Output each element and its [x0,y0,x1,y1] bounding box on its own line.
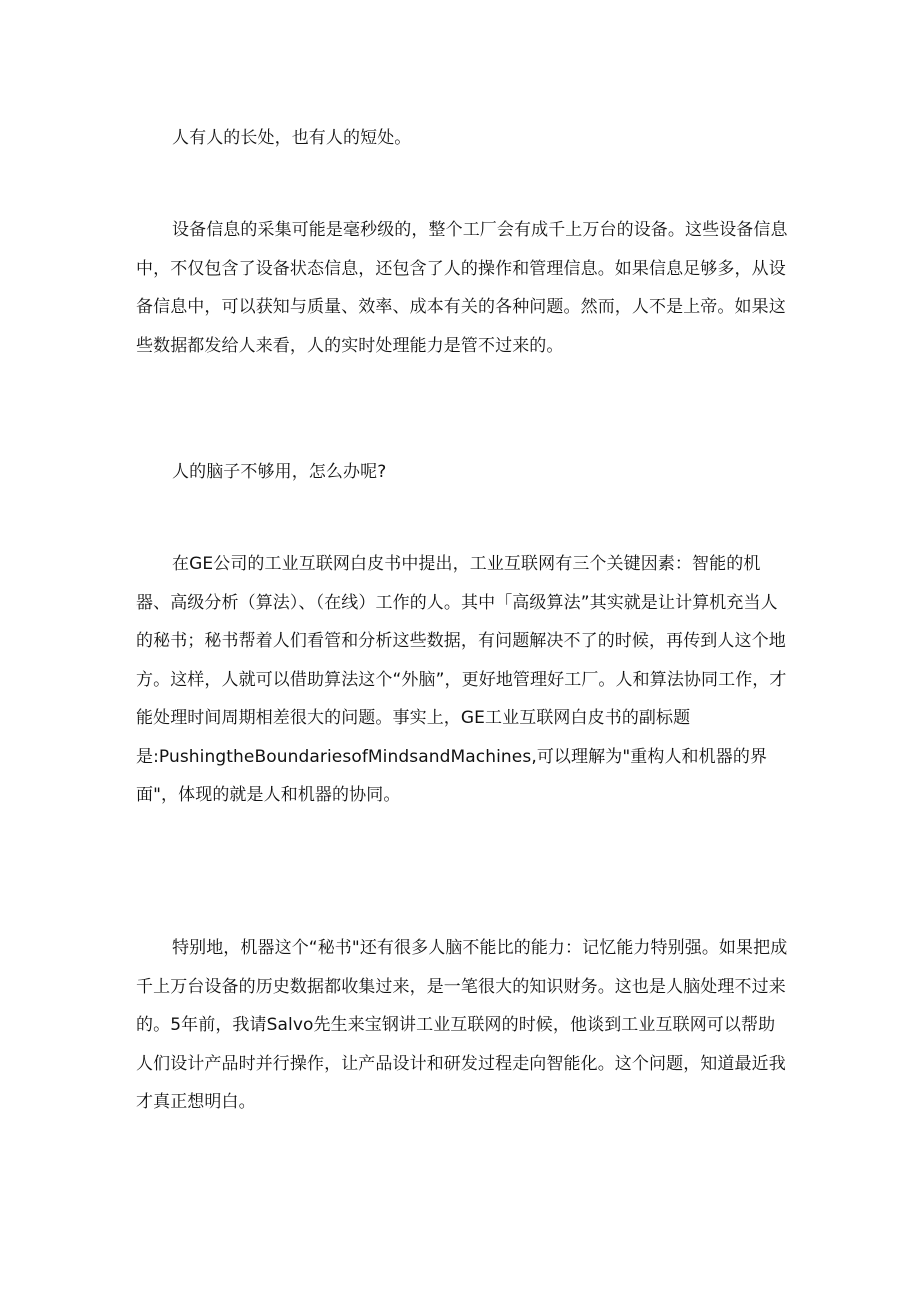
paragraph-device-data: 设备信息的采集可能是毫秒级的，整个工厂会有成千上万台的设备。这些设备信息中，不仅包含了设备状态信息，还包含了人的操作和管理信息。如果信息足够多，从设备信息中，可以获知与质量、效率、成本有关的各种问题。然而，人不是上帝。如果这些数据都发给人来看，人的实时处理能力是管不过来的。 [136,220,788,356]
paragraph-ge-whitepaper-body: 在GE公司的工业互联网白皮书中提出，工业互联网有三个关键因素：智能的机器、高级分析（算法）、（在线）工作的人。其中「高级算法”其实就是让计算机充当人的秘书；秘书帮着人们看管和分析这些数据，有问题解决不了的时候，再传到人这个地方。这样，人就可以借助算法这个“外脑”，更好地管理好工厂。人和算法协同工作，才能处理时间周期相差很大的问题。事实上，GE工业互联网白皮书的副标题 [136,554,787,728]
paragraph-strengths: 人有人的长处，也有人的短处。 [172,128,412,148]
paragraph-ge-whitepaper-subtitle: 是:PushingtheBoundariesofMindsandMachines,可以理解为"重构人和机器的界面"，体现的就是人和机器的协同。 [136,746,768,805]
paragraph-ge-whitepaper [136,545,790,815]
paragraph-machine-secretary: 特别地，机器这个“秘书"还有很多人脑不能比的能力：记忆能力特别强。如果把成千上万台设备的历史数据都收集过来，是一笔很大的知识财务。这也是人脑处理不过来的。5年前，我请Salvo先生来宝钢讲工业互联网的时候，他谈到工业互联网可以帮助人们设计产品时并行操作，让产品设计和研发过程走向智能化。这个问题，知道最近我才真正想明白。 [136,938,788,1112]
paragraph-question: 人的脑子不够用，怎么办呢? [172,462,387,482]
